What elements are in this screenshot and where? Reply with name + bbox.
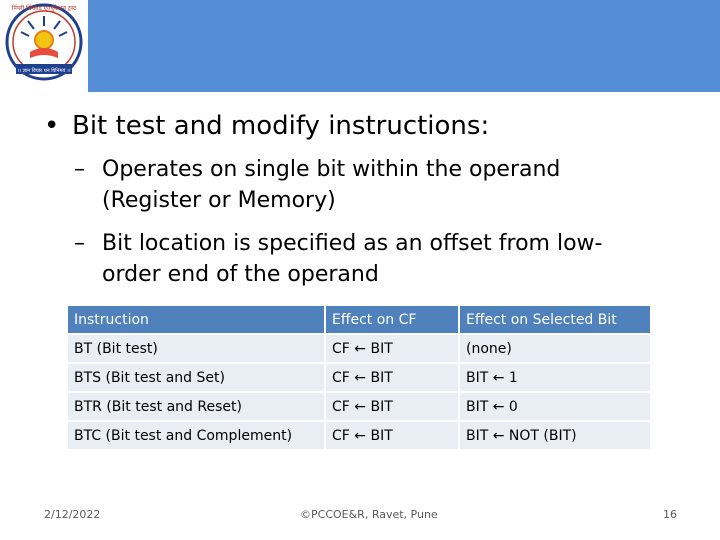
dash-icon: –	[74, 157, 85, 182]
logo-emblem-icon	[2, 2, 86, 86]
table-row	[68, 422, 650, 451]
bullet-dot-icon: •	[44, 111, 60, 141]
table-cell: CF ← BIT	[326, 364, 458, 393]
main-bullet-text: Bit test and modify instructions:	[72, 111, 490, 141]
sub-bullet-text: Operates on single bit within the operand (Register or Memory)	[102, 157, 561, 213]
institute-logo	[0, 0, 88, 92]
sub-bullet-1	[74, 154, 634, 216]
table-cell: BIT ← NOT (BIT)	[460, 422, 650, 451]
sub-bullet-text: Bit location is specified as an offset from low-order end of the operand	[102, 231, 603, 287]
slide-number: 16	[663, 508, 677, 521]
table-header-row	[68, 306, 650, 335]
table-row	[68, 364, 650, 393]
column-header: Effect on CF	[326, 306, 458, 335]
table-cell: BT (Bit test)	[68, 335, 324, 364]
logo-text-bottom: ।। ज्ञान विचार धन विनिमयं ।।	[17, 68, 71, 74]
table-row	[68, 335, 650, 364]
footer-copyright: ©PCCOE&R, Ravet, Pune	[300, 508, 438, 521]
table-cell: BIT ← 0	[460, 393, 650, 422]
table-cell: CF ← BIT	[326, 422, 458, 451]
header-bar	[0, 0, 720, 92]
table-row	[68, 393, 650, 422]
table-cell: BTC (Bit test and Complement)	[68, 422, 324, 451]
bit-instructions-table	[66, 306, 652, 451]
dash-icon: –	[74, 231, 85, 256]
table-cell: BTR (Bit test and Reset)	[68, 393, 324, 422]
table-cell: BTS (Bit test and Set)	[68, 364, 324, 393]
footer-date: 2/12/2022	[44, 508, 101, 521]
table-cell: CF ← BIT	[326, 335, 458, 364]
column-header: Effect on Selected Bit	[460, 306, 650, 335]
logo-text-top: पिंपरी चिंचवड एज्युकेशन ट्रस्ट	[11, 5, 77, 12]
table-cell: (none)	[460, 335, 650, 364]
sub-bullet-2	[74, 228, 634, 290]
column-header: Instruction	[68, 306, 324, 335]
table-cell: BIT ← 1	[460, 364, 650, 393]
table-cell: CF ← BIT	[326, 393, 458, 422]
